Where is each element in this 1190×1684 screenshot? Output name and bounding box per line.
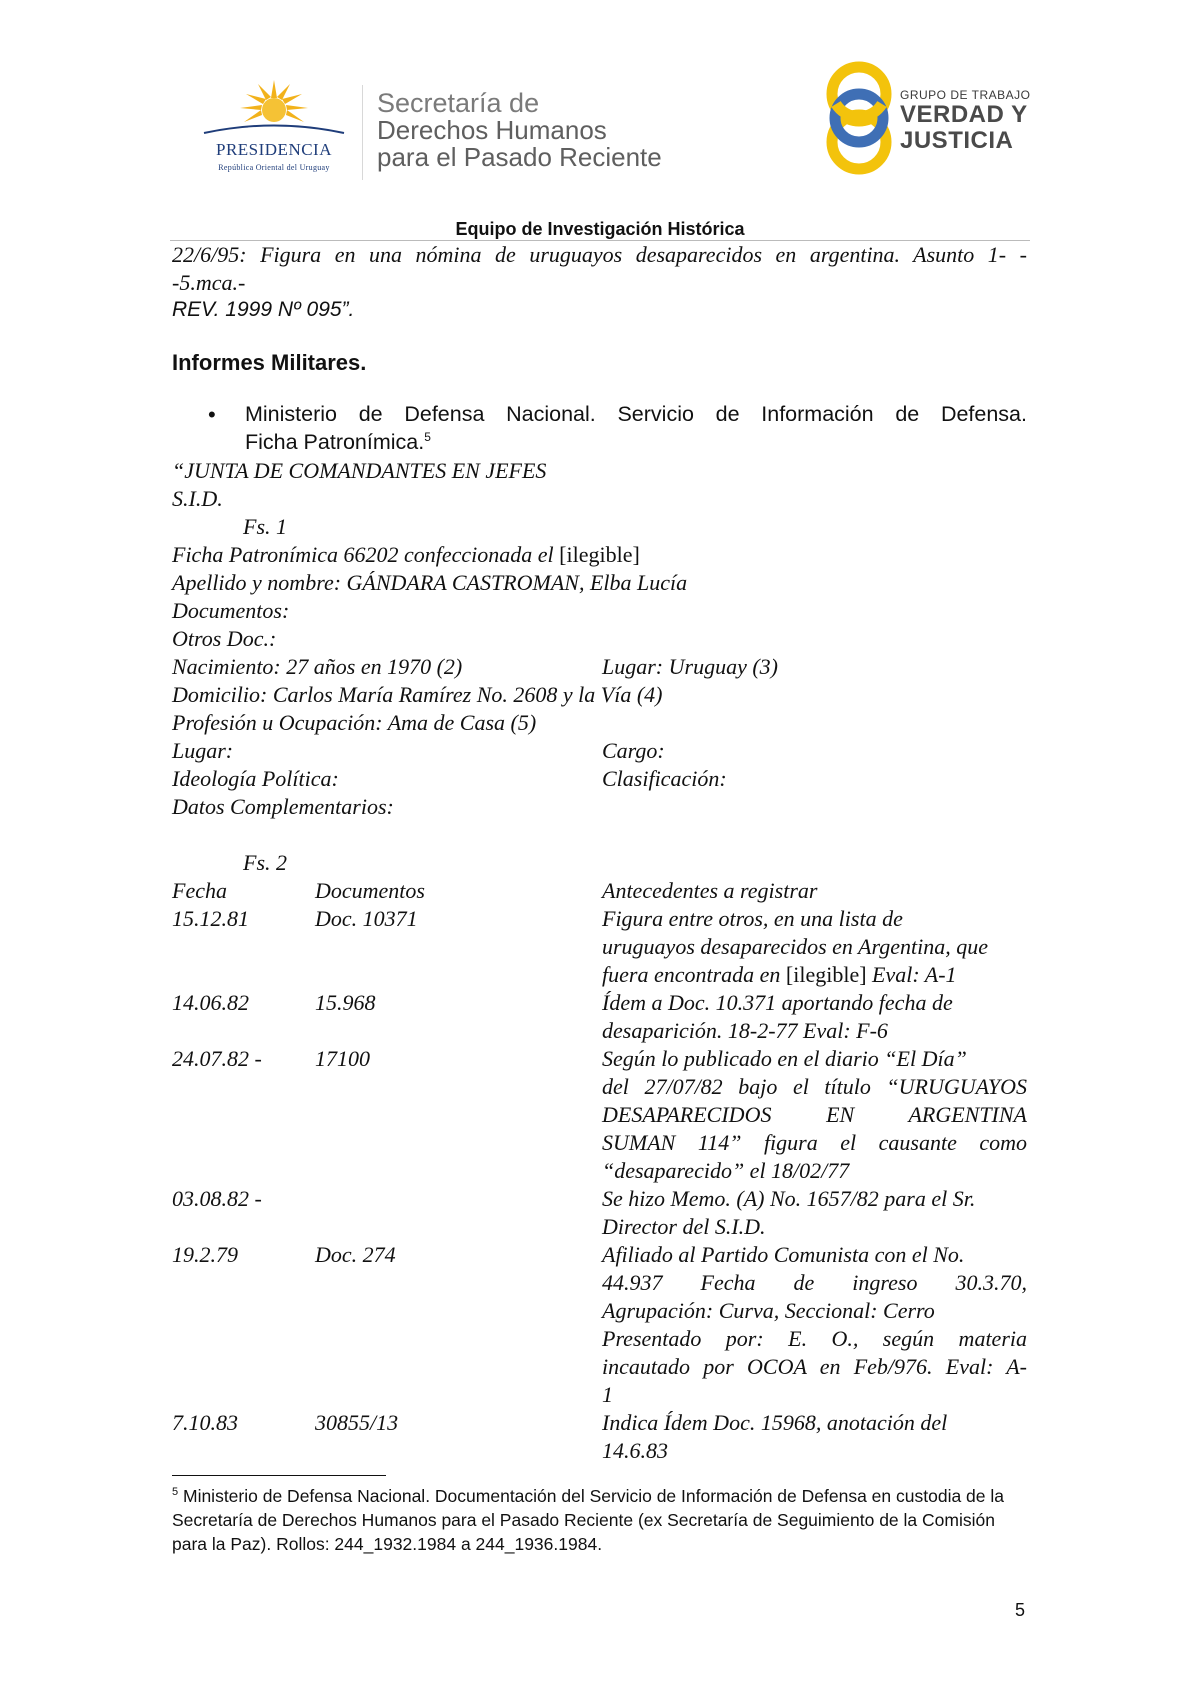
footnote: [172, 1480, 1027, 1556]
interlocking-rings-icon: [822, 58, 897, 180]
row-5-ant-e: incautado por OCOA en Feb/976. Eval: A-: [602, 1354, 1027, 1379]
row-3-fecha: 24.07.82 -: [172, 1046, 262, 1071]
row-6-ant-a: Indica Ídem Doc. 15968, anotación del: [602, 1410, 948, 1435]
footnote-text: Ministerio de Defensa Nacional. Documentación del Servicio de Información de Defensa en custodia de la Secretaría de Derechos Humanos para el Pasado Reciente (ex Secretaría de Seguimiento de la Comisión para la Paz). Rollos: 244_1932.1984 a 244_1936.1984.: [172, 1485, 1005, 1554]
datos-line: Datos Complementarios:: [172, 794, 394, 819]
row-2-fecha: 14.06.82: [172, 990, 249, 1015]
row-6-doc: 30855/13: [315, 1410, 399, 1435]
row-5-fecha: 19.2.79: [172, 1242, 238, 1267]
intro-line-1: 22/6/95: Figura en una nómina de uruguayos desaparecidos en argentina. Asunto 1- -: [172, 242, 1027, 267]
row-3-ant-d: SUMAN 114” figura el causante como: [602, 1130, 1027, 1155]
ideologia-line: Ideología Política:: [172, 766, 339, 791]
row-1-doc: Doc. 10371: [315, 906, 418, 931]
ficha-line: [172, 542, 640, 568]
row-5-ant-b: 44.937 Fecha de ingreso 30.3.70,: [602, 1270, 1027, 1295]
row-3-ant-b: del 27/07/82 bajo el título “URUGUAYOS: [602, 1074, 1027, 1099]
sun-emblem-icon: [196, 78, 352, 140]
row-3-doc: 17100: [315, 1046, 370, 1071]
page-header: [0, 0, 1190, 215]
row-1-fecha: 15.12.81: [172, 906, 249, 931]
cargo-line: Cargo:: [602, 738, 665, 763]
presidencia-label: PRESIDENCIA: [215, 140, 332, 159]
secretaria-line-3: para el Pasado Reciente: [377, 142, 662, 172]
col-header-fecha: Fecha: [172, 878, 227, 903]
page-number: 5: [1015, 1600, 1026, 1620]
team-heading: Equipo de Investigación Histórica: [455, 219, 745, 239]
grupo-line-1: GRUPO DE TRABAJO: [900, 88, 1031, 102]
grupo-line-3: JUSTICIA: [900, 127, 1014, 154]
fs2-label: Fs. 2: [243, 850, 287, 875]
row-1-ant-c: [602, 962, 957, 988]
footnote-rule: [172, 1475, 386, 1476]
row-4-fecha: 03.08.82 -: [172, 1186, 262, 1211]
row-1-ilegible: [ilegible]: [785, 962, 867, 987]
col-header-antecedentes: Antecedentes a registrar: [602, 878, 818, 903]
header-divider: [362, 85, 363, 180]
fs1-label: Fs. 1: [243, 514, 287, 539]
intro-line-3: REV. 1999 Nº 095”.: [172, 298, 355, 321]
row-1-ant-b: uruguayos desaparecidos en Argentina, que: [602, 934, 988, 959]
verdad-justicia-logo: [822, 58, 897, 180]
nacimiento-line: Nacimiento: 27 años en 1970 (2): [172, 654, 463, 679]
lugar-nacimiento: Lugar: Uruguay (3): [602, 654, 778, 679]
grupo-trabajo-title: [900, 88, 1030, 154]
presidencia-logo: [196, 78, 352, 178]
row-1-ant-c-text: fuera encontrada en: [602, 962, 781, 987]
domicilio-line: Domicilio: Carlos María Ramírez No. 2608 y la Vía (4): [172, 682, 663, 707]
bullet-line-2-text: Ficha Patronímica.: [245, 430, 425, 455]
row-5-doc: Doc. 274: [315, 1242, 396, 1267]
grupo-line-2: VERDAD Y: [900, 101, 1028, 128]
row-6-fecha: 7.10.83: [172, 1410, 238, 1435]
ficha-line-text: Ficha Patronímica 66202 confeccionada el: [172, 542, 554, 567]
row-1-eval: Eval: A-1: [866, 962, 957, 987]
lugar-line: Lugar:: [172, 738, 234, 763]
footnote-number: 5: [172, 1486, 179, 1498]
documentos-line: Documentos:: [172, 598, 290, 623]
bullet-line-2: [245, 430, 431, 455]
row-2-doc: 15.968: [315, 990, 376, 1015]
apellido-line: Apellido y nombre: GÁNDARA CASTROMAN, Elba Lucía: [172, 570, 688, 595]
sid-line: S.I.D.: [172, 486, 223, 511]
bullet-icon: •: [208, 402, 216, 427]
row-1-ant-a: Figura entre otros, en una lista de: [602, 906, 903, 931]
secretaria-line-2: Derechos Humanos: [377, 115, 607, 145]
row-5-ant-f: 1: [602, 1382, 613, 1407]
row-4-ant-b: Director del S.I.D.: [602, 1214, 766, 1239]
row-3-ant-c: DESAPARECIDOS EN ARGENTINA: [602, 1102, 1027, 1127]
junta-line: “JUNTA DE COMANDANTES EN JEFES: [172, 458, 547, 483]
row-5-ant-a: Afiliado al Partido Comunista con el No.: [602, 1242, 965, 1267]
row-5-ant-c: Agrupación: Curva, Seccional: Cerro: [602, 1298, 935, 1323]
clasificacion-line: Clasificación:: [602, 766, 727, 791]
otros-doc-line: Otros Doc.:: [172, 626, 277, 651]
row-4-ant-a: Se hizo Memo. (A) No. 1657/82 para el Sr.: [602, 1186, 976, 1211]
row-2-ant-a: Ídem a Doc. 10.371 aportando fecha de: [602, 990, 953, 1015]
row-5-ant-d: Presentado por: E. O., según materia: [602, 1326, 1027, 1351]
row-3-ant-a: Según lo publicado en el diario “El Día”: [602, 1046, 967, 1071]
row-6-ant-b: 14.6.83: [602, 1438, 668, 1463]
col-header-documentos: Documentos: [315, 878, 425, 903]
row-2-ant-b: desaparición. 18-2-77 Eval: F-6: [602, 1018, 888, 1043]
secretaria-line-1: Secretaría de: [377, 88, 540, 118]
profesion-line: Profesión u Ocupación: Ama de Casa (5): [172, 710, 537, 735]
bullet-line-1: Ministerio de Defensa Nacional. Servicio de Información de Defensa.: [245, 402, 1027, 426]
secretaria-title: [377, 90, 662, 171]
section-title: Informes Militares.: [172, 350, 367, 375]
republica-label: República Oriental del Uruguay: [218, 163, 330, 172]
footnote-ref[interactable]: 5: [424, 430, 431, 444]
header-rule: [170, 240, 1030, 241]
row-3-ant-e: “desaparecido” el 18/02/77: [602, 1158, 850, 1183]
ilegible-mark: [ilegible]: [559, 542, 640, 567]
intro-line-2: -5.mca.-: [172, 270, 246, 295]
